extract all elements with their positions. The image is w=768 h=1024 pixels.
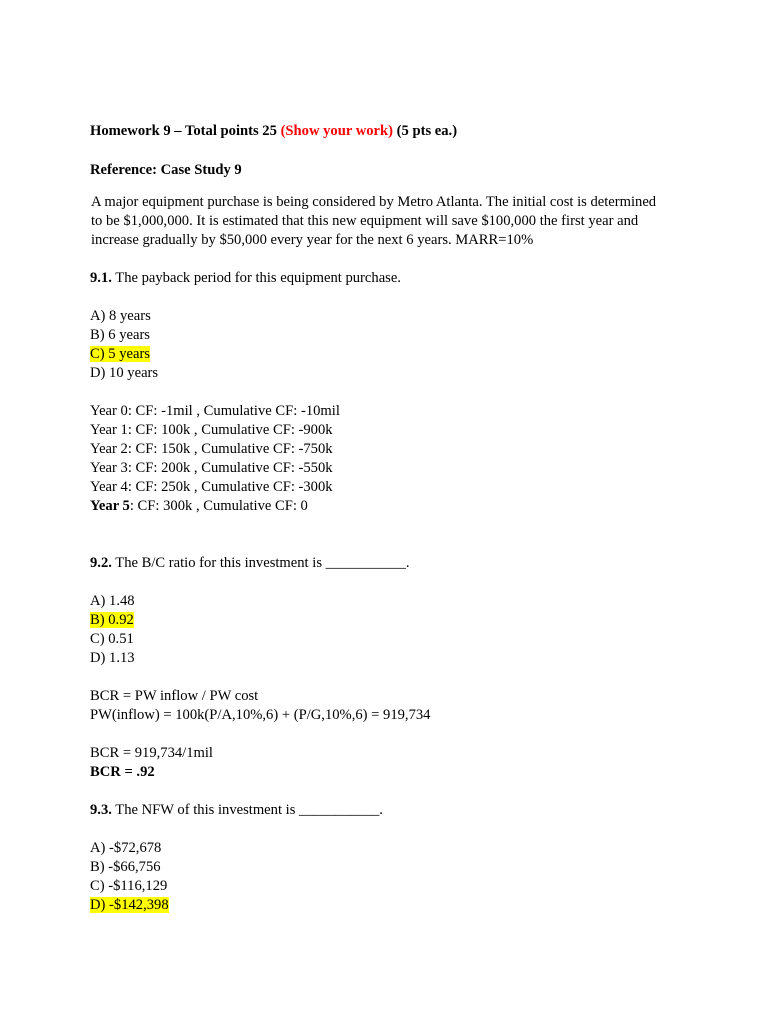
option-a: A) 1.48 <box>90 593 135 609</box>
work-line: Year 1: CF: 100k , Cumulative CF: -900k <box>90 422 333 438</box>
question-9-2 <box>90 554 410 573</box>
title-points: (5 pts ea.) <box>393 123 458 139</box>
work-line: PW(inflow) = 100k(P/A,10%,6) + (P/G,10%,6) = 919,734 <box>90 707 431 723</box>
option-b: B) 6 years <box>90 327 150 343</box>
option-d: D) 10 years <box>90 365 159 381</box>
question-number: 9.3. <box>90 802 112 818</box>
intro-line: increase gradually by $50,000 every year for the next 6 years. MARR=10% <box>91 232 534 248</box>
option-a: A) -$72,678 <box>90 840 162 856</box>
option-c: C) 0.51 <box>90 631 134 647</box>
option-c: C) -$116,129 <box>90 878 168 894</box>
work-line: Year 2: CF: 150k , Cumulative CF: -750k <box>90 441 333 457</box>
work-line: Year 0: CF: -1mil , Cumulative CF: -10mil <box>90 403 340 419</box>
option-d-selected <box>90 896 169 915</box>
highlighted-answer: B) 0.92 <box>90 612 134 628</box>
highlighted-answer: D) -$142,398 <box>90 897 169 913</box>
intro-line: A major equipment purchase is being considered by Metro Atlanta. The initial cost is determined <box>91 194 657 210</box>
year-5-values: : CF: 300k , Cumulative CF: 0 <box>129 498 308 514</box>
option-b-selected <box>90 611 134 630</box>
option-a: A) 8 years <box>90 308 151 324</box>
work-line: Year 3: CF: 200k , Cumulative CF: -550k <box>90 460 333 476</box>
title-main: Homework 9 – Total points 25 <box>90 123 281 139</box>
question-number: 9.1. <box>90 270 112 286</box>
option-c-selected <box>90 345 150 364</box>
work-line: BCR = 919,734/1mil <box>90 745 213 761</box>
option-d: D) 1.13 <box>90 650 135 666</box>
reference-heading: Reference: Case Study 9 <box>90 162 242 178</box>
question-text: The B/C ratio for this investment is ___________. <box>111 555 410 571</box>
year-5-label: Year 5 <box>90 498 130 514</box>
work-line: Year 4: CF: 250k , Cumulative CF: -300k <box>90 479 333 495</box>
work-line-final <box>90 497 308 516</box>
question-9-1 <box>90 269 401 288</box>
bcr-result: BCR = .92 <box>90 764 155 780</box>
work-line: BCR = PW inflow / PW cost <box>90 688 259 704</box>
option-b: B) -$66,756 <box>90 859 161 875</box>
question-text: The NFW of this investment is ___________. <box>111 802 383 818</box>
highlighted-answer: C) 5 years <box>90 346 150 362</box>
page-title <box>90 122 457 141</box>
title-show-work: (Show your work) <box>280 123 394 139</box>
question-number: 9.2. <box>90 555 112 571</box>
question-9-3 <box>90 801 383 820</box>
intro-paragraph <box>91 193 691 250</box>
intro-line: to be $1,000,000. It is estimated that this new equipment will save $100,000 the first year and <box>91 213 639 229</box>
question-text: The payback period for this equipment purchase. <box>111 270 401 286</box>
